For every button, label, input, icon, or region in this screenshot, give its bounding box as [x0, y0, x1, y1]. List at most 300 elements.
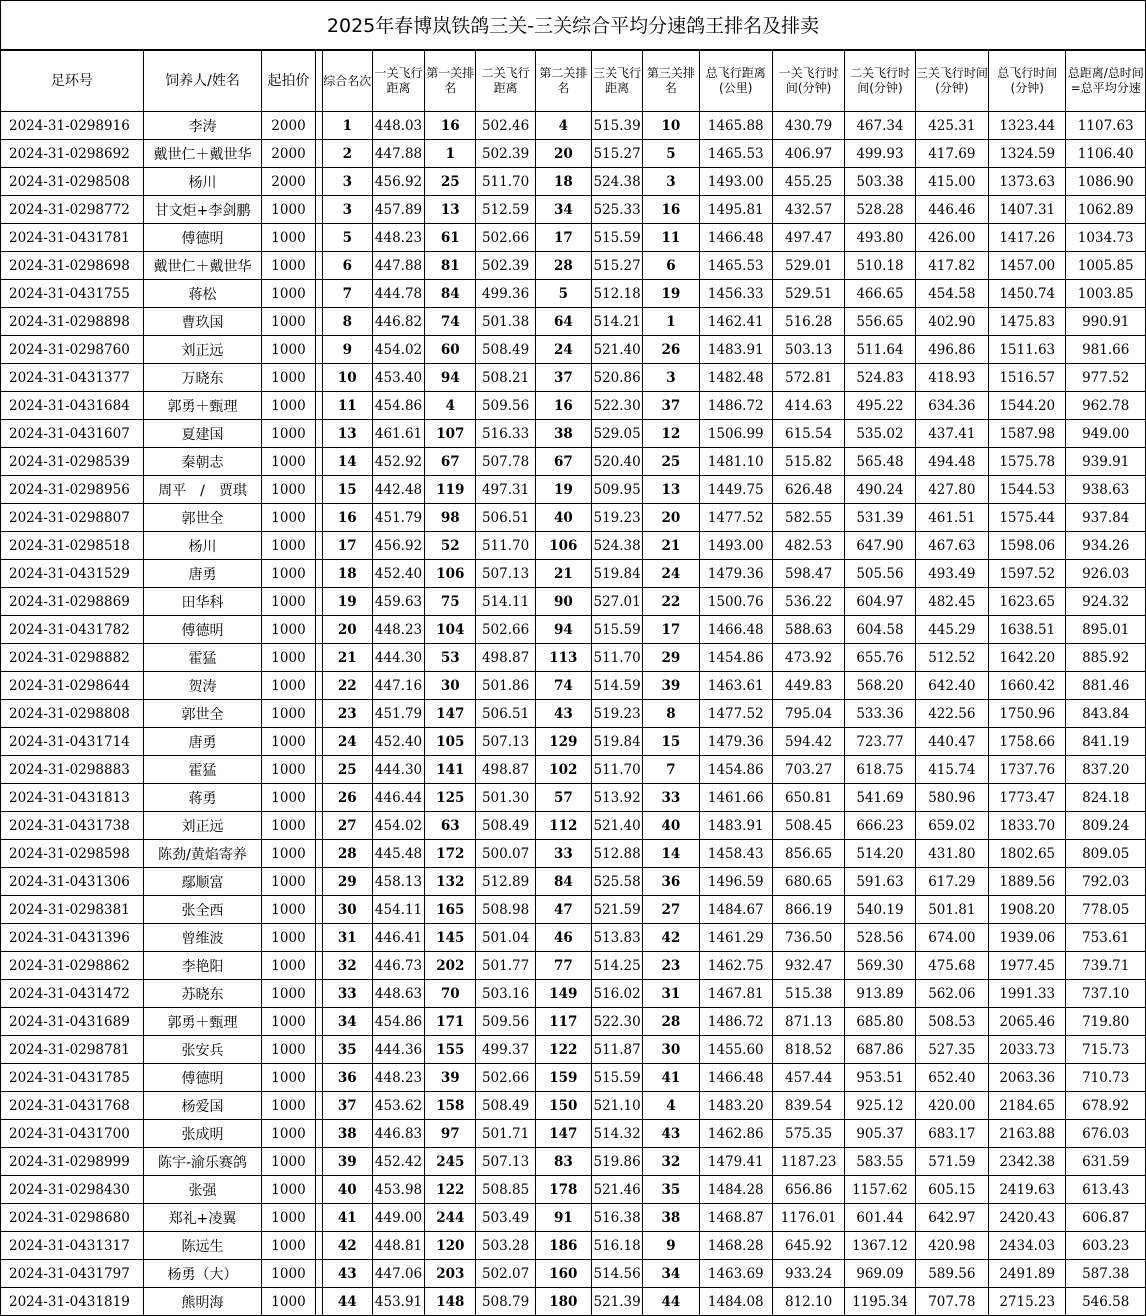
rank-2-cell: 160 [535, 1260, 591, 1288]
average-speed-cell: 1003.85 [1066, 280, 1146, 308]
owner-cell: 张安兵 [143, 1036, 262, 1064]
rank-3-cell: 32 [643, 1148, 699, 1176]
time-1-cell: 856.65 [772, 840, 844, 868]
start-price-cell: 1000 [262, 756, 315, 784]
start-price-cell: 1000 [262, 896, 315, 924]
distance-1-cell: 457.89 [372, 196, 424, 224]
rank-3-cell: 41 [643, 1064, 699, 1092]
total-time-cell: 1889.56 [989, 868, 1066, 896]
distance-2-cell: 501.04 [476, 924, 535, 952]
spacer-cell [315, 364, 322, 392]
rank-3-cell: 1 [643, 308, 699, 336]
start-price-cell: 1000 [262, 392, 315, 420]
total-time-cell: 2342.38 [989, 1148, 1066, 1176]
time-1-cell: 508.45 [772, 812, 844, 840]
total-distance-cell: 1486.72 [699, 392, 772, 420]
spacer-cell [315, 504, 322, 532]
rank-3-cell: 35 [643, 1176, 699, 1204]
start-price-cell: 1000 [262, 784, 315, 812]
distance-1-cell: 459.63 [372, 588, 424, 616]
rank-1-cell: 60 [425, 336, 476, 364]
average-speed-cell: 613.43 [1066, 1176, 1146, 1204]
owner-cell: 唐勇 [143, 728, 262, 756]
ring-cell: 2024-31-0298680 [1, 1204, 144, 1232]
average-speed-cell: 1062.89 [1066, 196, 1146, 224]
total-time-cell: 1575.78 [989, 448, 1066, 476]
owner-cell: 李涛 [143, 112, 262, 140]
rank-3-cell: 11 [643, 224, 699, 252]
start-price-cell: 1000 [262, 1008, 315, 1036]
distance-1-cell: 448.63 [372, 980, 424, 1008]
time-3-cell: 496.86 [915, 336, 988, 364]
rank-3-cell: 6 [643, 252, 699, 280]
rank-1-cell: 30 [425, 672, 476, 700]
start-price-cell: 1000 [262, 1204, 315, 1232]
start-price-cell: 1000 [262, 448, 315, 476]
rank-2-cell: 94 [535, 616, 591, 644]
distance-2-cell: 502.07 [476, 1260, 535, 1288]
owner-cell: 夏建国 [143, 420, 262, 448]
distance-1-cell: 446.83 [372, 1120, 424, 1148]
rank-2-cell: 37 [535, 364, 591, 392]
rank-2-cell: 28 [535, 252, 591, 280]
ring-cell: 2024-31-0298882 [1, 644, 144, 672]
time-3-cell: 417.69 [915, 140, 988, 168]
time-2-cell: 604.58 [845, 616, 915, 644]
spacer-cell [315, 1036, 322, 1064]
rank-3-cell: 28 [643, 1008, 699, 1036]
ring-cell: 2024-31-0298898 [1, 308, 144, 336]
average-speed-cell: 895.01 [1066, 616, 1146, 644]
time-2-cell: 687.86 [845, 1036, 915, 1064]
overall-rank-cell: 1 [322, 112, 372, 140]
distance-2-cell: 502.66 [476, 224, 535, 252]
time-2-cell: 601.44 [845, 1204, 915, 1232]
rank-3-cell: 22 [643, 588, 699, 616]
distance-2-cell: 497.31 [476, 476, 535, 504]
distance-3-cell: 522.30 [592, 392, 643, 420]
total-time-cell: 1450.74 [989, 280, 1066, 308]
spacer-cell [315, 952, 322, 980]
total-time-cell: 1642.20 [989, 644, 1066, 672]
distance-2-cell: 500.07 [476, 840, 535, 868]
time-3-cell: 634.36 [915, 392, 988, 420]
average-speed-cell: 977.52 [1066, 364, 1146, 392]
distance-1-cell: 448.03 [372, 112, 424, 140]
total-time-cell: 2184.65 [989, 1092, 1066, 1120]
spacer-cell [315, 532, 322, 560]
distance-2-cell: 503.16 [476, 980, 535, 1008]
distance-3-cell: 519.84 [592, 728, 643, 756]
overall-rank-cell: 43 [322, 1260, 372, 1288]
time-2-cell: 528.56 [845, 924, 915, 952]
rank-1-cell: 97 [425, 1120, 476, 1148]
rank-2-cell: 64 [535, 308, 591, 336]
start-price-cell: 1000 [262, 308, 315, 336]
distance-1-cell: 454.02 [372, 812, 424, 840]
average-speed-cell: 962.78 [1066, 392, 1146, 420]
average-speed-cell: 924.32 [1066, 588, 1146, 616]
ring-cell: 2024-31-0431317 [1, 1232, 144, 1260]
total-distance-cell: 1466.48 [699, 1064, 772, 1092]
header-owner: 饲养人/姓名 [143, 51, 262, 112]
overall-rank-cell: 17 [322, 532, 372, 560]
time-2-cell: 505.56 [845, 560, 915, 588]
spacer-cell [315, 980, 322, 1008]
distance-1-cell: 446.44 [372, 784, 424, 812]
spacer-cell [315, 1120, 322, 1148]
total-distance-cell: 1479.36 [699, 728, 772, 756]
ring-cell: 2024-31-0431607 [1, 420, 144, 448]
rank-1-cell: 106 [425, 560, 476, 588]
rank-1-cell: 4 [425, 392, 476, 420]
owner-cell: 蒋勇 [143, 784, 262, 812]
distance-2-cell: 499.37 [476, 1036, 535, 1064]
table-row [1, 364, 1146, 392]
total-distance-cell: 1477.52 [699, 504, 772, 532]
overall-rank-cell: 5 [322, 224, 372, 252]
start-price-cell: 1000 [262, 196, 315, 224]
start-price-cell: 2000 [262, 140, 315, 168]
total-time-cell: 1407.31 [989, 196, 1066, 224]
time-3-cell: 580.96 [915, 784, 988, 812]
distance-1-cell: 451.79 [372, 504, 424, 532]
distance-3-cell: 519.86 [592, 1148, 643, 1176]
table-row [1, 224, 1146, 252]
time-1-cell: 473.92 [772, 644, 844, 672]
distance-2-cell: 514.11 [476, 588, 535, 616]
distance-2-cell: 516.33 [476, 420, 535, 448]
total-time-cell: 1417.26 [989, 224, 1066, 252]
rank-2-cell: 122 [535, 1036, 591, 1064]
spacer-cell [315, 700, 322, 728]
spacer-cell [315, 336, 322, 364]
spacer-cell [315, 672, 322, 700]
average-speed-cell: 631.59 [1066, 1148, 1146, 1176]
time-3-cell: 652.40 [915, 1064, 988, 1092]
overall-rank-cell: 10 [322, 364, 372, 392]
owner-cell: 霍猛 [143, 644, 262, 672]
time-1-cell: 572.81 [772, 364, 844, 392]
time-2-cell: 535.02 [845, 420, 915, 448]
owner-cell: 唐勇 [143, 560, 262, 588]
rank-3-cell: 24 [643, 560, 699, 588]
rank-3-cell: 21 [643, 532, 699, 560]
table-row [1, 644, 1146, 672]
time-1-cell: 536.22 [772, 588, 844, 616]
spacer-cell [315, 1260, 322, 1288]
overall-rank-cell: 22 [322, 672, 372, 700]
distance-3-cell: 512.18 [592, 280, 643, 308]
distance-1-cell: 448.23 [372, 224, 424, 252]
average-speed-cell: 1005.85 [1066, 252, 1146, 280]
distance-2-cell: 502.66 [476, 616, 535, 644]
distance-2-cell: 501.71 [476, 1120, 535, 1148]
time-2-cell: 541.69 [845, 784, 915, 812]
time-1-cell: 818.52 [772, 1036, 844, 1064]
rank-1-cell: 39 [425, 1064, 476, 1092]
time-2-cell: 723.77 [845, 728, 915, 756]
rank-1-cell: 98 [425, 504, 476, 532]
time-3-cell: 454.58 [915, 280, 988, 308]
time-2-cell: 503.38 [845, 168, 915, 196]
total-time-cell: 2434.03 [989, 1232, 1066, 1260]
time-3-cell: 494.48 [915, 448, 988, 476]
distance-3-cell: 512.88 [592, 840, 643, 868]
spacer-cell [315, 756, 322, 784]
table-row [1, 868, 1146, 896]
average-speed-cell: 841.19 [1066, 728, 1146, 756]
spacer-cell [315, 1008, 322, 1036]
distance-2-cell: 501.77 [476, 952, 535, 980]
distance-2-cell: 511.70 [476, 532, 535, 560]
start-price-cell: 1000 [262, 1288, 315, 1316]
total-distance-cell: 1466.48 [699, 616, 772, 644]
average-speed-cell: 587.38 [1066, 1260, 1146, 1288]
time-3-cell: 589.56 [915, 1260, 988, 1288]
distance-1-cell: 444.78 [372, 280, 424, 308]
sheet-title: 2025年春博岚铁鸽三关-三关综合平均分速鸽王排名及排卖 [0, 0, 1146, 50]
time-3-cell: 512.52 [915, 644, 988, 672]
rank-2-cell: 149 [535, 980, 591, 1008]
time-1-cell: 615.54 [772, 420, 844, 448]
total-time-cell: 1908.20 [989, 896, 1066, 924]
rank-1-cell: 52 [425, 532, 476, 560]
overall-rank-cell: 13 [322, 420, 372, 448]
spacer-cell [315, 112, 322, 140]
total-time-cell: 1773.47 [989, 784, 1066, 812]
time-1-cell: 866.19 [772, 896, 844, 924]
owner-cell: 万晓东 [143, 364, 262, 392]
rank-2-cell: 43 [535, 700, 591, 728]
distance-3-cell: 520.86 [592, 364, 643, 392]
header-average-speed: 总距离/总时间=总平均分速 [1066, 51, 1146, 112]
time-3-cell: 674.00 [915, 924, 988, 952]
time-2-cell: 647.90 [845, 532, 915, 560]
time-2-cell: 591.63 [845, 868, 915, 896]
distance-2-cell: 507.13 [476, 728, 535, 756]
start-price-cell: 1000 [262, 1232, 315, 1260]
rank-1-cell: 13 [425, 196, 476, 224]
distance-3-cell: 521.59 [592, 896, 643, 924]
overall-rank-cell: 3 [322, 168, 372, 196]
overall-rank-cell: 18 [322, 560, 372, 588]
total-time-cell: 1623.65 [989, 588, 1066, 616]
spacer-cell [315, 1288, 322, 1316]
rank-3-cell: 10 [643, 112, 699, 140]
rank-2-cell: 16 [535, 392, 591, 420]
total-distance-cell: 1465.53 [699, 140, 772, 168]
total-time-cell: 1324.59 [989, 140, 1066, 168]
owner-cell: 熊明海 [143, 1288, 262, 1316]
rank-1-cell: 203 [425, 1260, 476, 1288]
overall-rank-cell: 30 [322, 896, 372, 924]
rank-2-cell: 57 [535, 784, 591, 812]
rank-1-cell: 105 [425, 728, 476, 756]
overall-rank-cell: 35 [322, 1036, 372, 1064]
start-price-cell: 1000 [262, 672, 315, 700]
distance-1-cell: 452.42 [372, 1148, 424, 1176]
overall-rank-cell: 41 [322, 1204, 372, 1232]
ring-cell: 2024-31-0431755 [1, 280, 144, 308]
rank-2-cell: 84 [535, 868, 591, 896]
table-row [1, 588, 1146, 616]
time-2-cell: 1157.62 [845, 1176, 915, 1204]
distance-1-cell: 452.40 [372, 560, 424, 588]
total-distance-cell: 1463.69 [699, 1260, 772, 1288]
average-speed-cell: 926.03 [1066, 560, 1146, 588]
distance-1-cell: 444.30 [372, 644, 424, 672]
rank-2-cell: 150 [535, 1092, 591, 1120]
time-3-cell: 422.56 [915, 700, 988, 728]
total-distance-cell: 1500.76 [699, 588, 772, 616]
total-time-cell: 1544.53 [989, 476, 1066, 504]
average-speed-cell: 719.80 [1066, 1008, 1146, 1036]
total-time-cell: 2715.23 [989, 1288, 1066, 1316]
ring-cell: 2024-31-0298807 [1, 504, 144, 532]
rank-2-cell: 21 [535, 560, 591, 588]
rank-3-cell: 7 [643, 756, 699, 784]
time-1-cell: 645.92 [772, 1232, 844, 1260]
overall-rank-cell: 8 [322, 308, 372, 336]
start-price-cell: 1000 [262, 504, 315, 532]
distance-2-cell: 508.49 [476, 1092, 535, 1120]
rank-3-cell: 16 [643, 196, 699, 224]
total-time-cell: 2033.73 [989, 1036, 1066, 1064]
time-1-cell: 406.97 [772, 140, 844, 168]
spacer-cell [315, 140, 322, 168]
overall-rank-cell: 24 [322, 728, 372, 756]
rank-2-cell: 83 [535, 1148, 591, 1176]
table-row [1, 1176, 1146, 1204]
time-1-cell: 812.10 [772, 1288, 844, 1316]
owner-cell: 傅德明 [143, 1064, 262, 1092]
owner-cell: 戴世仁＋戴世华 [143, 140, 262, 168]
ring-cell: 2024-31-0298883 [1, 756, 144, 784]
average-speed-cell: 809.24 [1066, 812, 1146, 840]
rank-2-cell: 102 [535, 756, 591, 784]
rank-3-cell: 20 [643, 504, 699, 532]
average-speed-cell: 710.73 [1066, 1064, 1146, 1092]
time-1-cell: 529.51 [772, 280, 844, 308]
table-row [1, 1092, 1146, 1120]
rank-3-cell: 29 [643, 644, 699, 672]
time-1-cell: 650.81 [772, 784, 844, 812]
time-2-cell: 913.89 [845, 980, 915, 1008]
rank-1-cell: 145 [425, 924, 476, 952]
total-distance-cell: 1495.81 [699, 196, 772, 224]
distance-1-cell: 442.48 [372, 476, 424, 504]
average-speed-cell: 678.92 [1066, 1092, 1146, 1120]
overall-rank-cell: 20 [322, 616, 372, 644]
total-distance-cell: 1483.91 [699, 812, 772, 840]
ring-cell: 2024-31-0431306 [1, 868, 144, 896]
time-2-cell: 925.12 [845, 1092, 915, 1120]
rank-3-cell: 23 [643, 952, 699, 980]
time-1-cell: 839.54 [772, 1092, 844, 1120]
average-speed-cell: 546.58 [1066, 1288, 1146, 1316]
total-time-cell: 1758.66 [989, 728, 1066, 756]
ring-cell: 2024-31-0298760 [1, 336, 144, 364]
average-speed-cell: 990.91 [1066, 308, 1146, 336]
overall-rank-cell: 21 [322, 644, 372, 672]
overall-rank-cell: 7 [322, 280, 372, 308]
rank-1-cell: 120 [425, 1232, 476, 1260]
spacer-cell [315, 476, 322, 504]
owner-cell: 陈劲/黄焰寄养 [143, 840, 262, 868]
rank-1-cell: 70 [425, 980, 476, 1008]
average-speed-cell: 753.61 [1066, 924, 1146, 952]
rank-1-cell: 155 [425, 1036, 476, 1064]
start-price-cell: 1000 [262, 224, 315, 252]
rank-2-cell: 19 [535, 476, 591, 504]
average-speed-cell: 881.46 [1066, 672, 1146, 700]
spacer-cell [315, 196, 322, 224]
average-speed-cell: 949.00 [1066, 420, 1146, 448]
ring-cell: 2024-31-0298781 [1, 1036, 144, 1064]
distance-2-cell: 502.39 [476, 252, 535, 280]
time-3-cell: 683.17 [915, 1120, 988, 1148]
spacer-cell [315, 280, 322, 308]
table-row [1, 1064, 1146, 1092]
rank-1-cell: 84 [425, 280, 476, 308]
table-row [1, 784, 1146, 812]
rank-1-cell: 61 [425, 224, 476, 252]
time-2-cell: 604.97 [845, 588, 915, 616]
average-speed-cell: 739.71 [1066, 952, 1146, 980]
time-2-cell: 655.76 [845, 644, 915, 672]
rank-1-cell: 81 [425, 252, 476, 280]
total-time-cell: 2420.43 [989, 1204, 1066, 1232]
owner-cell: 鄢顺富 [143, 868, 262, 896]
ranking-table [0, 50, 1146, 1316]
start-price-cell: 1000 [262, 840, 315, 868]
time-3-cell: 440.47 [915, 728, 988, 756]
rank-2-cell: 24 [535, 336, 591, 364]
total-distance-cell: 1463.61 [699, 672, 772, 700]
table-row [1, 840, 1146, 868]
distance-3-cell: 515.27 [592, 252, 643, 280]
ring-cell: 2024-31-0298598 [1, 840, 144, 868]
time-2-cell: 569.30 [845, 952, 915, 980]
total-time-cell: 1802.65 [989, 840, 1066, 868]
rank-3-cell: 8 [643, 700, 699, 728]
rank-2-cell: 90 [535, 588, 591, 616]
distance-2-cell: 498.87 [476, 644, 535, 672]
overall-rank-cell: 14 [322, 448, 372, 476]
rank-1-cell: 122 [425, 1176, 476, 1204]
time-1-cell: 598.47 [772, 560, 844, 588]
overall-rank-cell: 32 [322, 952, 372, 980]
total-time-cell: 1977.45 [989, 952, 1066, 980]
time-1-cell: 736.50 [772, 924, 844, 952]
rank-3-cell: 3 [643, 364, 699, 392]
distance-2-cell: 498.87 [476, 756, 535, 784]
start-price-cell: 1000 [262, 1120, 315, 1148]
distance-1-cell: 461.61 [372, 420, 424, 448]
rank-1-cell: 107 [425, 420, 476, 448]
time-3-cell: 415.74 [915, 756, 988, 784]
time-1-cell: 656.86 [772, 1176, 844, 1204]
spacer-cell [315, 168, 322, 196]
time-1-cell: 414.63 [772, 392, 844, 420]
total-time-cell: 1373.63 [989, 168, 1066, 196]
rank-2-cell: 159 [535, 1064, 591, 1092]
table-row [1, 728, 1146, 756]
spacer-cell [315, 644, 322, 672]
time-3-cell: 426.00 [915, 224, 988, 252]
distance-3-cell: 515.27 [592, 140, 643, 168]
